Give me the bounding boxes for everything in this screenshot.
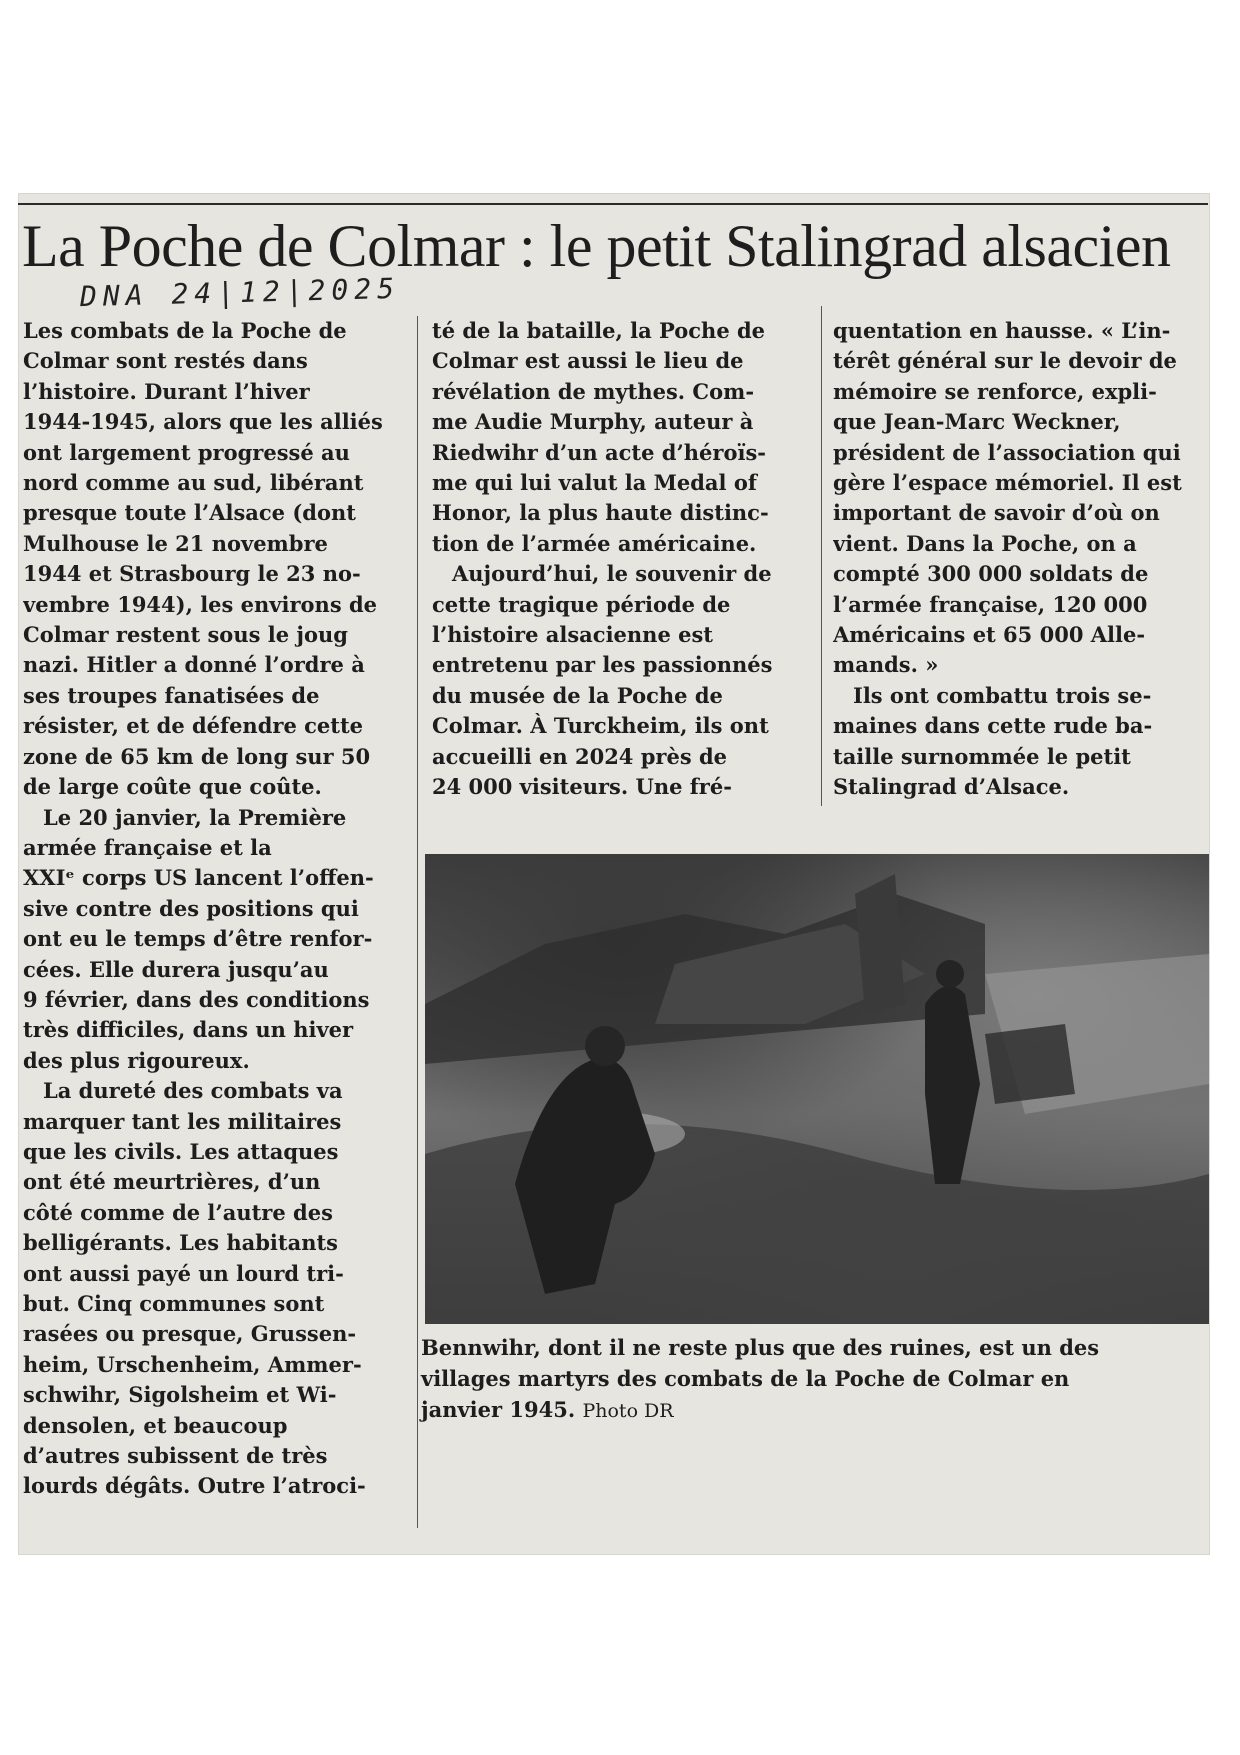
article-line: Colmar est aussi le lieu de — [432, 348, 744, 374]
article-line: ses troupes fanatisées de — [23, 682, 320, 708]
article-line: président de l’association qui — [833, 439, 1181, 465]
article-line: maines dans cette rude ba- — [833, 713, 1153, 739]
article-line: Mulhouse le 21 novembre — [23, 530, 328, 556]
photo-credit: Photo DR — [582, 1400, 674, 1422]
article-line: belligérants. Les habitants — [23, 1230, 338, 1256]
article-line: Aujourd’hui, le souvenir de — [452, 561, 772, 587]
article-line: gère l’espace mémoriel. Il est — [833, 470, 1182, 496]
article-line: très difficiles, dans un hiver — [23, 1017, 354, 1043]
caption-line: villages martyrs des combats de la Poche de Colmar en — [421, 1366, 1070, 1391]
article-line: quentation en hausse. « L’in- — [833, 318, 1171, 343]
article-line: l’histoire. Durant l’hiver — [23, 378, 310, 404]
article-line: entretenu par les passionnés — [432, 652, 773, 678]
article-line: l’histoire alsacienne est — [432, 622, 714, 648]
photo-illustration — [425, 854, 1209, 1324]
article-line: de large coûte que coûte. — [23, 774, 322, 800]
article-line: nord comme au sud, libérant — [23, 470, 364, 496]
article-line: heim, Urschenheim, Ammer- — [23, 1351, 362, 1377]
article-line: Les combats de la Poche de — [23, 318, 347, 343]
article-line: important de savoir d’où on — [833, 500, 1160, 526]
article-line: 9 février, dans des conditions — [23, 986, 370, 1012]
top-rule — [18, 203, 1208, 205]
article-line: mands. » — [833, 652, 939, 678]
article-line: côté comme de l’autre des — [23, 1199, 333, 1225]
article-column-2 — [432, 316, 818, 803]
article-line: des plus rigoureux. — [23, 1047, 250, 1073]
article-line: l’armée française, 120 000 — [833, 591, 1148, 617]
article-line: compté 300 000 soldats de — [833, 561, 1149, 587]
article-line: Colmar. À Turckheim, ils ont — [432, 713, 769, 739]
article-line: révélation de mythes. Com- — [432, 378, 755, 404]
article-line: La dureté des combats va — [43, 1078, 343, 1104]
caption-line-last — [421, 1394, 1211, 1427]
article-line: ont eu le temps d’être renfor- — [23, 926, 373, 952]
article-line: vient. Dans la Poche, on a — [833, 530, 1137, 556]
article-line: cées. Elle durera jusqu’au — [23, 956, 329, 982]
article-line: zone de 65 km de long sur 50 — [23, 743, 371, 769]
column-divider — [417, 316, 418, 1528]
article-line: cette tragique période de — [432, 591, 731, 617]
article-line: Honor, la plus haute distinc- — [432, 500, 769, 526]
photo-caption — [421, 1332, 1211, 1427]
article-line: d’autres subissent de très — [23, 1443, 328, 1469]
article-line: té de la bataille, la Poche de — [432, 318, 766, 343]
article-line: Le 20 janvier, la Première — [43, 804, 347, 830]
article-line: Ils ont combattu trois se- — [853, 682, 1152, 708]
article-line: accueilli en 2024 près de — [432, 743, 728, 769]
article-line: tion de l’armée américaine. — [432, 530, 757, 556]
article-line: densolen, et beaucoup — [23, 1412, 288, 1438]
article-line: Stalingrad d’Alsace. — [833, 774, 1070, 800]
article-line: mémoire se renforce, expli- — [833, 378, 1157, 404]
column-divider — [821, 306, 822, 806]
article-line: nazi. Hitler a donné l’ordre à — [23, 652, 365, 678]
article-line: taille surnommée le petit — [833, 743, 1131, 769]
article-line: Colmar sont restés dans — [23, 348, 308, 374]
article-line: Américains et 65 000 Alle- — [833, 622, 1146, 648]
article-line: que Jean-Marc Weckner, — [833, 409, 1121, 435]
article-line: Riedwihr d’un acte d’héroïs- — [432, 439, 766, 465]
article-line: vembre 1944), les environs de — [23, 591, 378, 617]
article-line: résister, et de défendre cette — [23, 713, 364, 739]
article-line: ont aussi payé un lourd tri- — [23, 1260, 344, 1286]
article-line: schwihr, Sigolsheim et Wi- — [23, 1382, 337, 1408]
article-line: que les civils. Les attaques — [23, 1138, 339, 1164]
article-line: XXIᵉ corps US lancent l’offen- — [23, 865, 374, 891]
article-line: ont largement progressé au — [23, 439, 350, 465]
caption-text: janvier 1945. — [421, 1397, 576, 1422]
article-line: me Audie Murphy, auteur à — [432, 409, 754, 435]
article-line: lourds dégâts. Outre l’atroci- — [23, 1473, 366, 1499]
handwritten-annotation: DNA 24|12|2025 — [79, 271, 401, 314]
article-line: marquer tant les militaires — [23, 1108, 342, 1134]
article-line: Colmar restent sous le joug — [23, 622, 348, 648]
caption-line: Bennwihr, dont il ne reste plus que des ruines, est un des — [421, 1335, 1100, 1360]
article-line: presque toute l’Alsace (dont — [23, 500, 356, 526]
article-line: ont été meurtrières, d’un — [23, 1169, 321, 1195]
article-line: rasées ou presque, Grussen- — [23, 1321, 357, 1347]
article-line: but. Cinq communes sont — [23, 1291, 325, 1316]
article-line: du musée de la Poche de — [432, 682, 723, 708]
article-line: 24 000 visiteurs. Une fré- — [432, 774, 732, 800]
article-line: 1944 et Strasbourg le 23 no- — [23, 561, 361, 587]
headline: La Poche de Colmar : le petit Stalingrad alsacien — [22, 213, 1171, 279]
war-ruins-photo — [425, 854, 1209, 1324]
article-line: 1944-1945, alors que les alliés — [23, 409, 383, 435]
article-column-3 — [833, 316, 1211, 803]
article-column-1 — [23, 316, 415, 1502]
article-line: armée française et la — [23, 834, 272, 860]
article-line: sive contre des positions qui — [23, 895, 359, 921]
article-line: me qui lui valut la Medal of — [432, 470, 757, 496]
article-line: térêt général sur le devoir de — [833, 348, 1177, 374]
